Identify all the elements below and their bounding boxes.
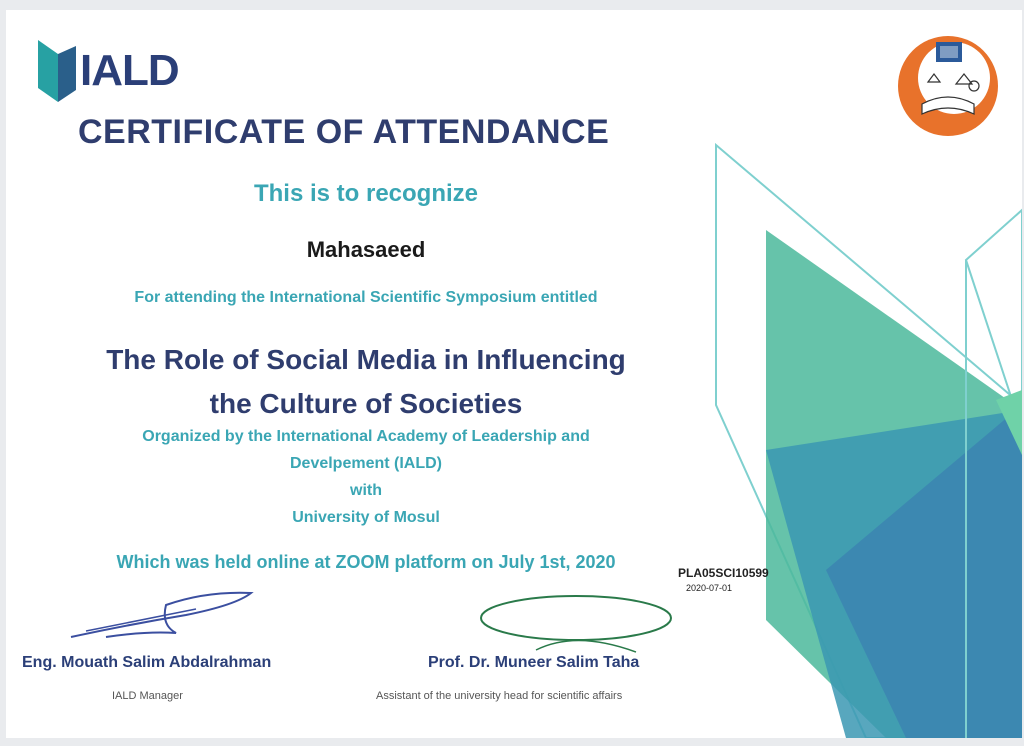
certificate-code-date: 2020-07-01	[686, 583, 733, 593]
organizer-line-1: Organized by the International Academy of Leadership and	[142, 428, 590, 445]
signatory-1-name: Eng. Mouath Salim Abdalrahman	[22, 654, 272, 671]
signatory-2-role: Assistant of the university head for scientific affairs	[376, 690, 623, 702]
logo-text: IALD	[80, 46, 179, 95]
event-title-line-2: the Culture of Societies	[209, 388, 523, 419]
signature-1-icon	[66, 585, 256, 645]
partner-name: University of Mosul	[292, 509, 440, 526]
signatory-2-name: Prof. Dr. Muneer Salim Taha	[428, 654, 640, 671]
certificate-title: CERTIFICATE OF ATTENDANCE	[78, 113, 610, 151]
signature-2-icon	[476, 590, 676, 660]
university-seal	[894, 32, 1002, 145]
certificate-code: PLA05SCI10599	[678, 566, 769, 580]
event-title-line-1: The Role of Social Media in Influencing	[106, 344, 626, 375]
signatory-1-role: IALD Manager	[112, 690, 183, 702]
certificate	[6, 10, 1022, 738]
university-of-mosul-seal-icon	[894, 32, 1002, 140]
with-text: with	[350, 482, 382, 499]
iald-logo	[38, 40, 179, 102]
recipient-name: Mahasaeed	[306, 237, 426, 262]
organizer-line-2: Develpement (IALD)	[289, 455, 443, 472]
attending-text: For attending the International Scientific Symposium entitled	[134, 289, 598, 306]
recognize-text: This is to recognize	[253, 180, 479, 207]
held-text: Which was held online at ZOOM platform on July 1st, 2020	[116, 552, 616, 572]
iald-logo-icon	[38, 40, 76, 102]
